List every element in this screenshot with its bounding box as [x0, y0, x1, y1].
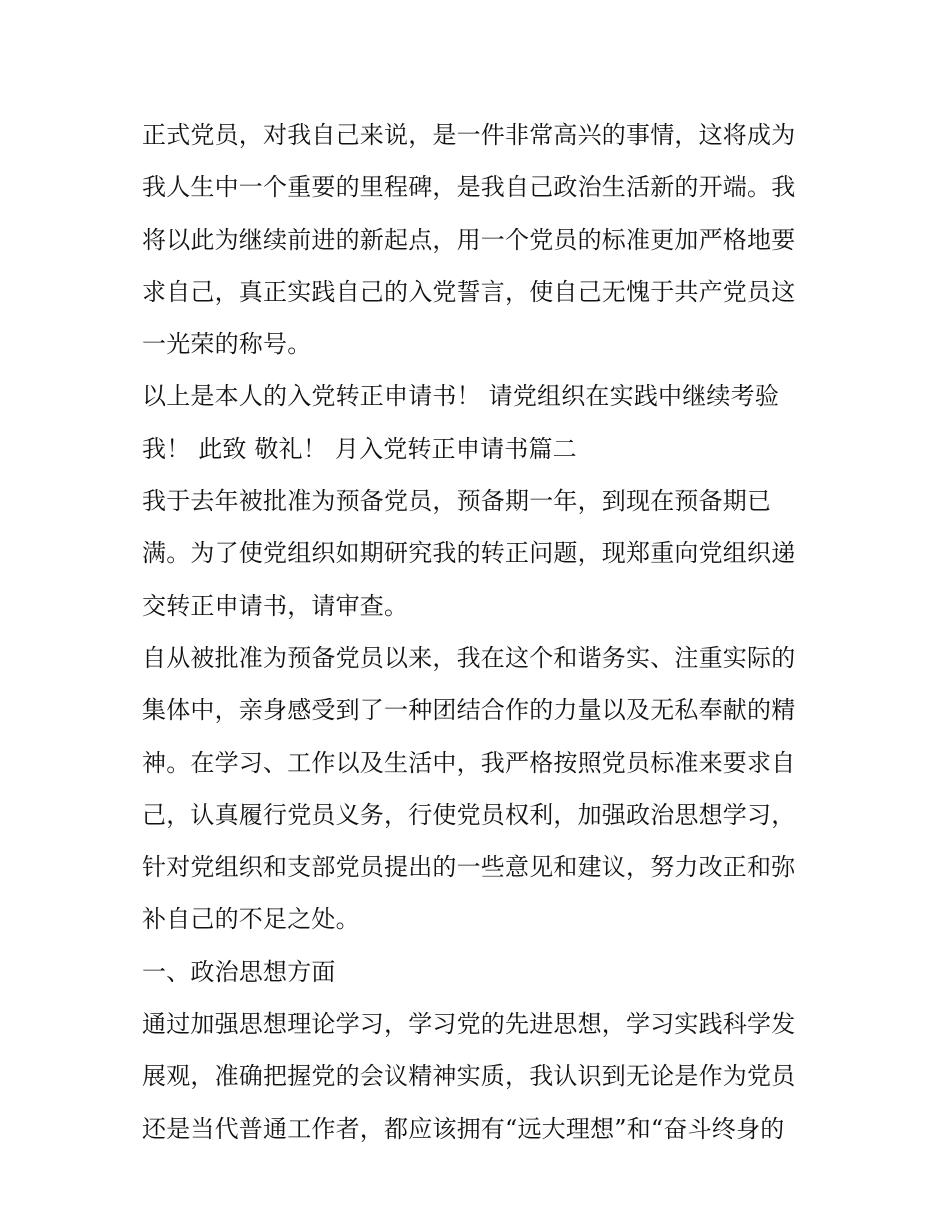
text-line: 展观，准确把握党的会议精神实质，我认识到无论是作为党员 — [142, 1062, 796, 1091]
text-line: 正式党员，对我自己来说，是一件非常高兴的事情，这将成为 — [142, 121, 796, 149]
text-line: 己，认真履行党员义务，行使党员权利，加强政治思想学习， — [142, 800, 796, 829]
text-line: 我！ 此致 敬礼！ 月入党转正申请书篇二 — [142, 434, 577, 463]
text-line: 集体中，亲身感受到了一种团结合作的力量以及无私奉献的精 — [142, 696, 796, 725]
text-line: 一光荣的称号。 — [142, 330, 312, 359]
text-line: 我人生中一个重要的里程碑，是我自己政治生活新的开端。我 — [142, 173, 796, 202]
document-body — [142, 109, 822, 1155]
text-line: 我于去年被批准为预备党员，预备期一年，到现在预备期已 — [142, 487, 772, 516]
text-line: 满。为了使党组织如期研究我的转正问题，现郑重向党组织递 — [142, 539, 796, 568]
section-heading: 一、政治思想方面 — [142, 957, 336, 986]
text-line: 通过加强思想理论学习，学习党的先进思想，学习实践科学发 — [142, 1010, 796, 1039]
text-line: 自从被批准为预备党员以来，我在这个和谐务实、注重实际的 — [142, 643, 796, 672]
text-line: 以上是本人的入党转正申请书！ 请党组织在实践中继续考验 — [142, 382, 780, 411]
text-line: 交转正申请书，请审查。 — [142, 591, 409, 620]
text-line: 求自己，真正实践自己的入党誓言，使自己无愧于共产党员这 — [142, 277, 796, 306]
text-line: 神。在学习、工作以及生活中，我严格按照党员标准来要求自 — [142, 748, 796, 777]
text-line: 补自己的不足之处。 — [142, 905, 360, 934]
text-line: 将以此为继续前进的新起点，用一个党员的标准更加严格地要 — [142, 225, 796, 254]
text-line: 还是当代普通工作者，都应该拥有“远大理想”和“奋斗终身的 — [142, 1114, 785, 1143]
text-line: 针对党组织和支部党员提出的一些意见和建议，努力改正和弥 — [142, 853, 796, 882]
